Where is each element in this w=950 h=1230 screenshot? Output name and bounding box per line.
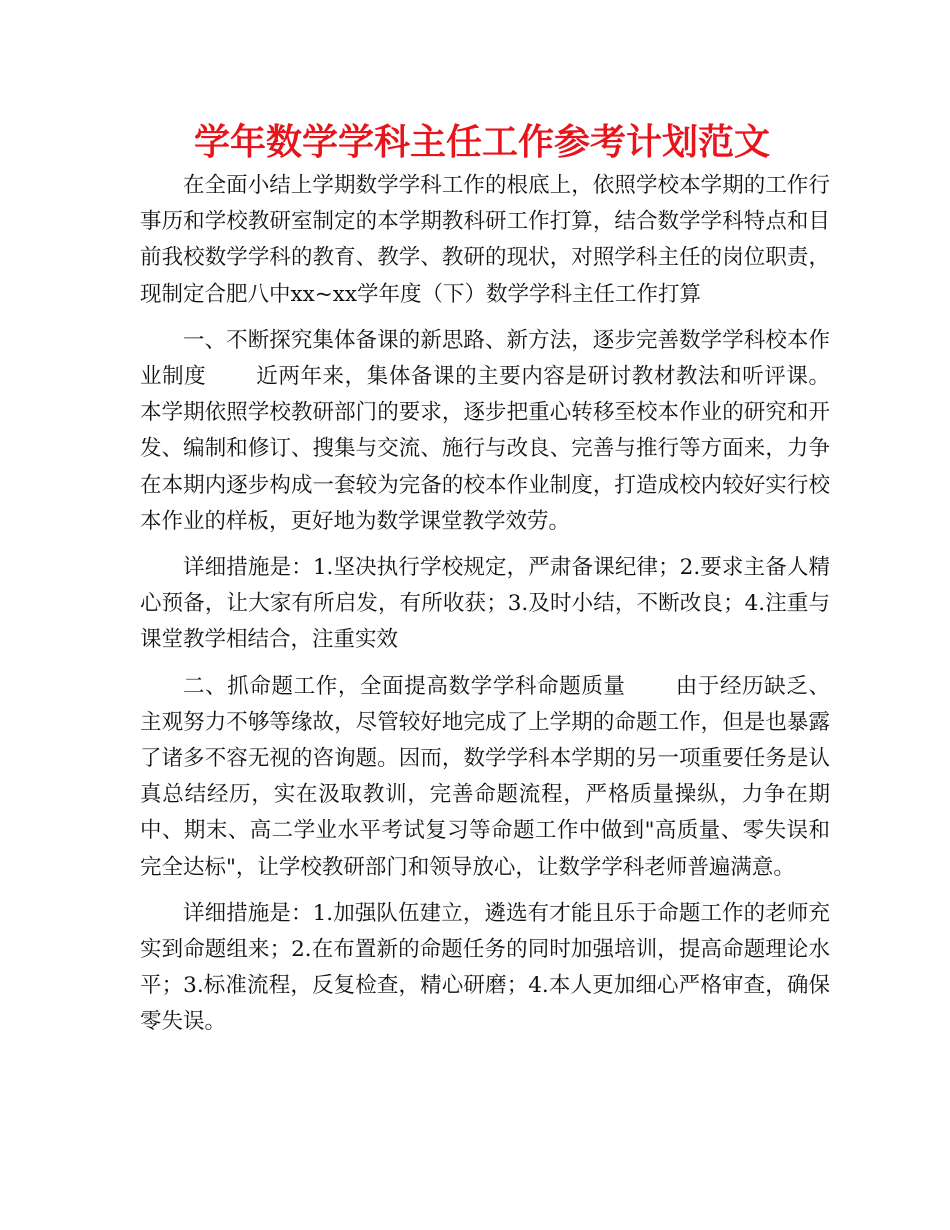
section-one-paragraph: [140, 323, 830, 540]
document-page: [140, 118, 830, 1051]
section-heading: 一、不断探究集体备课的新思路、新方法，逐步完善数学学科校本作业制度: [140, 327, 830, 390]
paragraph-text: 由于经历缺乏、主观努力不够等缘故，尽管较好地完成了上学期的命题工作，但是也暴露了诸多不容无视的咨询题。因而，数学学科本学期的另一项重要任务是认真总结经历，实在汲取教训，完善命题流程，严格质量操纵，力争在期中、期末、高二学业水平考试复习等命题工作中做到"高质量、零失误和完全达标"，让学校教研部门和领导放心，让数学学科老师普遍满意。: [140, 673, 830, 880]
paragraph-text: 详细措施是：1.加强队伍建立，遴选有才能且乐于命题工作的老师充实到命题组来；2.在布置新的命题任务的同时加强培训，提高命题理论水平；3.标准流程，反复检查，精心研磨；4.本人更加细心严格审查，确保零失误。: [140, 900, 830, 1035]
measures-one-paragraph: [140, 550, 830, 659]
section-two-paragraph: [140, 669, 830, 886]
document-title: 学年数学学科主任工作参考计划范文: [193, 122, 770, 163]
measures-two-paragraph: [140, 896, 830, 1041]
paragraph-text: 详细措施是：1.坚决执行学校规定，严肃备课纪律；2.要求主备人精心预备，让大家有所启发，有所收获；3.及时小结，不断改良；4.注重与课堂教学相结合，注重实效: [140, 555, 830, 653]
paragraph-text: 在全面小结上学期数学学科工作的根底上，依照学校本学期的工作行事历和学校教研室制定的本学期教科研工作打算，结合数学学科特点和目前我校数学学科的教育、教学、教研的现状，对照学科主任的岗位职责，现制定合肥八中xx~xx学年度（下）数学学科主任工作打算: [140, 173, 830, 307]
section-heading: 二、抓命题工作，全面提高数学学科命题质量: [183, 673, 626, 699]
paragraph-text: 近两年来，集体备课的主要内容是研讨教材教法和听评课。本学期依照学校教研部门的要求，逐步把重心转移至校本作业的研究和开发、编制和修订、搜集与交流、施行与改良、完善与推行等方面来，力争在本期内逐步构成一套较为完备的校本作业制度，打造成校内较好实行校本作业的样板，更好地为数学课堂教学效劳。: [140, 364, 830, 534]
intro-paragraph: [140, 168, 830, 313]
